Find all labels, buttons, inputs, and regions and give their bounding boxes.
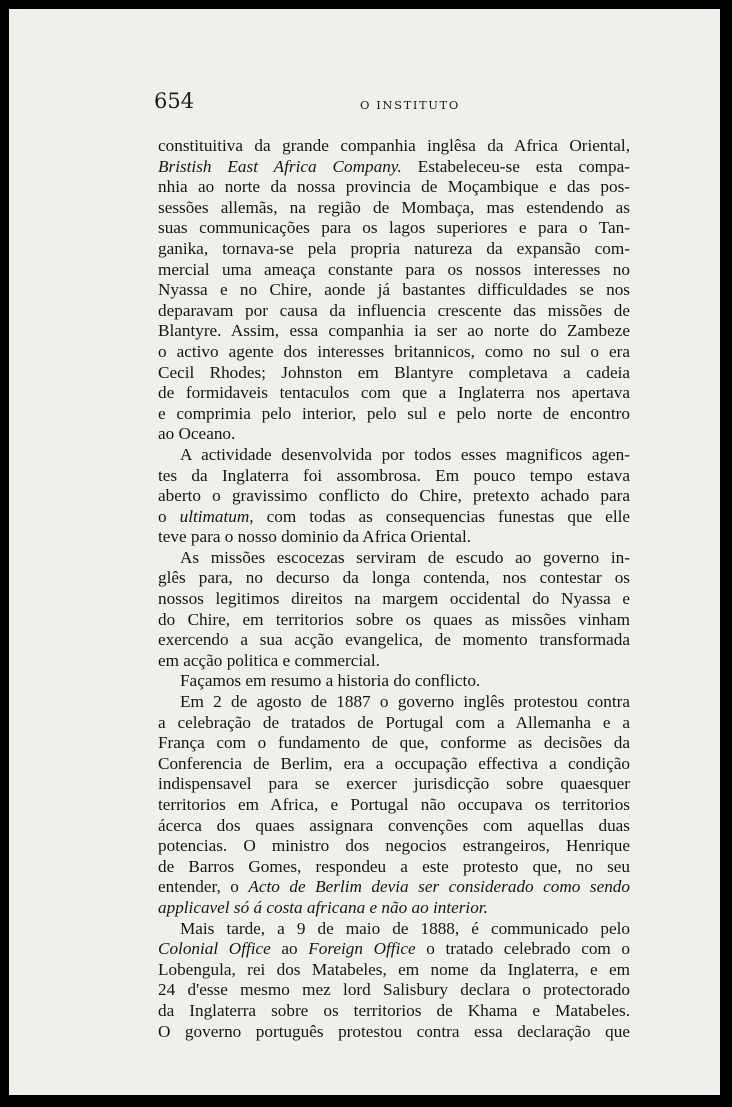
italic-text: Colonial Office xyxy=(158,939,271,959)
page-number: 654 xyxy=(154,89,195,113)
text-line: Conferencia de Berlim, era a occupação effectiva a condição xyxy=(158,753,630,773)
text-line xyxy=(158,877,630,898)
text-run: com todas as consequencias funestas que elle xyxy=(253,506,630,526)
text-line: ao Oceano. xyxy=(158,424,236,444)
text-line: suas communicações para os lagos superiores e para o Tan- xyxy=(158,218,630,238)
text-line: nhia ao norte da nossa provincia de Moçambique e das pos- xyxy=(158,177,630,197)
text-line xyxy=(158,157,630,178)
text-run: ao xyxy=(270,939,309,959)
text-line: nossos legitimos direitos na margem occidental do Nyassa e xyxy=(158,589,630,609)
text-line xyxy=(158,898,630,919)
text-line: territorios em Africa, e Portugal não occupava os territorios xyxy=(158,795,630,814)
text-line: e comprimia pelo interior, pelo sul e pelo norte de encontro xyxy=(158,403,630,423)
text-line: tes da Inglaterra foi assombrosa. Em pouco tempo estava xyxy=(158,465,630,485)
text-line: teve para o nosso dominio da Africa Oriental. xyxy=(158,527,472,547)
text-run: entender, o xyxy=(158,877,249,897)
text-line: em acção politica e commercial. xyxy=(158,650,380,670)
text-line: de formidaveis tentaculos com que a Inglaterra nos apertava xyxy=(158,383,630,403)
text-line: constituitiva da grande companhia inglêsa da Africa Oriental, xyxy=(158,136,630,155)
text-line: glês para, no decurso da longa contenda, nos contestar os xyxy=(158,568,630,588)
text-run: o xyxy=(158,506,180,526)
text-line: exercendo a sua acção evangelica, de momento transformada xyxy=(158,630,630,650)
text-line: ganika, tornava-se pela propria natureza da expansão com- xyxy=(158,238,630,258)
text-line: O governo português protestou contra essa declaração que xyxy=(158,1021,630,1041)
text-line: da Inglaterra sobre os territorios de Khama e Matabeles. xyxy=(158,1000,630,1020)
italic-text: ultimatum, xyxy=(179,506,254,526)
text-line: Cecil Rhodes; Johnston em Blantyre completava a cadeia xyxy=(158,362,630,382)
text-run: Estabeleceu-se esta compa- xyxy=(401,156,631,176)
page-header xyxy=(154,89,634,119)
text-line: Nyassa e no Chire, aonde já bastantes difficuldades se nos xyxy=(158,280,630,300)
text-line: mercial uma ameaça constante para os nossos interesses no xyxy=(158,259,630,279)
text-line: França com o fundamento de que, conforme as decisões da xyxy=(158,733,630,753)
text-line: deparavam por causa da influencia crescente das missões de xyxy=(158,300,630,320)
body-text xyxy=(158,136,630,1042)
text-line: a celebração de tratados de Portugal com a Allemanha e a xyxy=(158,712,630,732)
text-line: 24 d'esse mesmo mez lord Salisbury declara o protectorado xyxy=(158,980,630,1000)
text-line: Mais tarde, a 9 de maio de 1888, é communicado pelo xyxy=(180,918,630,938)
text-line: Em 2 de agosto de 1887 o governo inglês protestou contra xyxy=(180,692,630,712)
text-line: indispensavel para se exercer jurisdicção sobre quaesquer xyxy=(158,774,630,794)
text-line: Blantyre. Assim, essa companhia ia ser ao norte do Zambeze xyxy=(158,321,630,341)
italic-text: Acto de Berlim devia ser considerado como sendo xyxy=(248,877,630,897)
text-line: Lobengula, rei dos Matabeles, em nome da Inglaterra, e em xyxy=(158,959,630,979)
text-line: As missões escocezas serviram de escudo ao governo in- xyxy=(180,547,630,567)
text-line: ácerca dos quaes assignara convenções com aquellas duas xyxy=(158,815,630,835)
text-line xyxy=(158,939,630,960)
text-line: Façamos em resumo a historia do conflicto. xyxy=(180,671,481,691)
text-line: aberto o gravissimo conflicto do Chire, pretexto achado para xyxy=(158,486,630,506)
italic-text: Bristish East Africa Company. xyxy=(158,156,402,176)
italic-text: Foreign Office xyxy=(308,939,416,959)
book-page xyxy=(9,9,720,1095)
text-line: do Chire, em territorios sobre os quaes as missões vinham xyxy=(158,609,630,629)
text-line: de Barros Gomes, respondeu a este protesto que, no seu xyxy=(158,856,630,876)
text-line: A actividade desenvolvida por todos esses magnificos agen- xyxy=(180,444,630,464)
text-line: potencias. O ministro dos negocios estrangeiros, Henrique xyxy=(158,836,630,856)
text-line xyxy=(158,507,630,528)
text-line: o activo agente dos interesses britannicos, como no sul o era xyxy=(158,341,630,361)
text-line: sessões allemãs, na região de Mombaça, mas estendendo as xyxy=(158,197,630,217)
running-title: O INSTITUTO xyxy=(360,98,460,112)
text-run: o tratado celebrado com o xyxy=(415,939,630,959)
italic-text: applicavel só á costa africana e não ao interior. xyxy=(158,897,488,917)
